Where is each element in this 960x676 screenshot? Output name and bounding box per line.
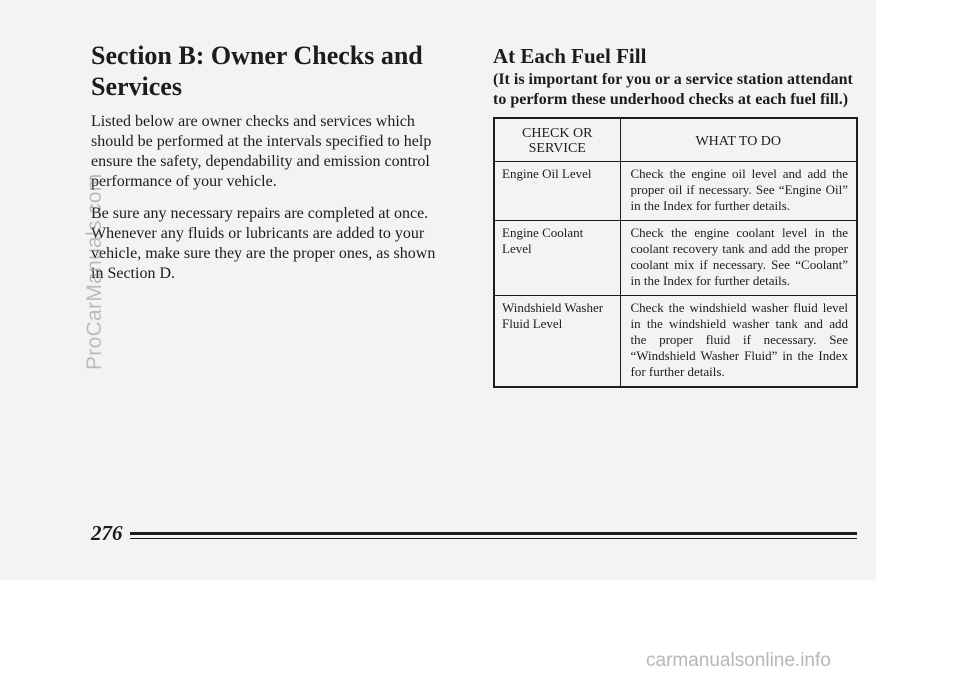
check-cell: Engine Coolant Level — [494, 221, 620, 296]
section-title: Section B: Owner Checks and Services — [91, 41, 423, 101]
check-cell: Windshield Washer Fluid Level — [494, 296, 620, 388]
what-to-do-cell: Check the engine oil level and add the proper oil if necessary. See “Engine Oil” in the Index for further details. — [620, 162, 857, 221]
fuel-fill-section — [493, 44, 859, 109]
table-row — [494, 296, 857, 388]
fuel-fill-title: At Each Fuel Fill — [493, 44, 647, 68]
repairs-paragraph: Be sure any necessary repairs are completed at once. Whenever any fluids or lubricants are added to your vehicle, make sure they are the proper ones, as shown in Section D. — [91, 205, 436, 282]
table-row — [494, 221, 857, 296]
page-number: 276 — [91, 521, 123, 545]
table-header-row — [494, 118, 857, 162]
what-to-do-cell: Check the engine coolant level in the coolant recovery tank and add the proper coolant mix if necessary. See “Coolant” in the Index for further details. — [620, 221, 857, 296]
checks-table — [493, 117, 858, 388]
column-header-what: WHAT TO DO — [620, 118, 857, 162]
intro-paragraph: Listed below are owner checks and services which should be performed at the intervals specified to help ensure the safety, dependability and emission control performance of your vehicle. — [91, 113, 432, 190]
table-row — [494, 162, 857, 221]
side-watermark: ProCarManuals.com — [83, 173, 106, 370]
section-b — [91, 40, 451, 284]
fuel-fill-subtitle: (It is important for you or a service station attendant to perform these underhood checks at each fuel fill.) — [493, 71, 853, 108]
what-to-do-cell: Check the windshield washer fluid level in the windshield washer tank and add the proper fluid if necessary. See “Windshield Washer Fluid” in the Index for further details. — [620, 296, 857, 388]
column-header-check: CHECK OR SERVICE — [494, 118, 620, 162]
check-cell: Engine Oil Level — [494, 162, 620, 221]
footer-rule — [130, 532, 857, 539]
bottom-watermark: carmanualsonline.info — [646, 650, 831, 671]
